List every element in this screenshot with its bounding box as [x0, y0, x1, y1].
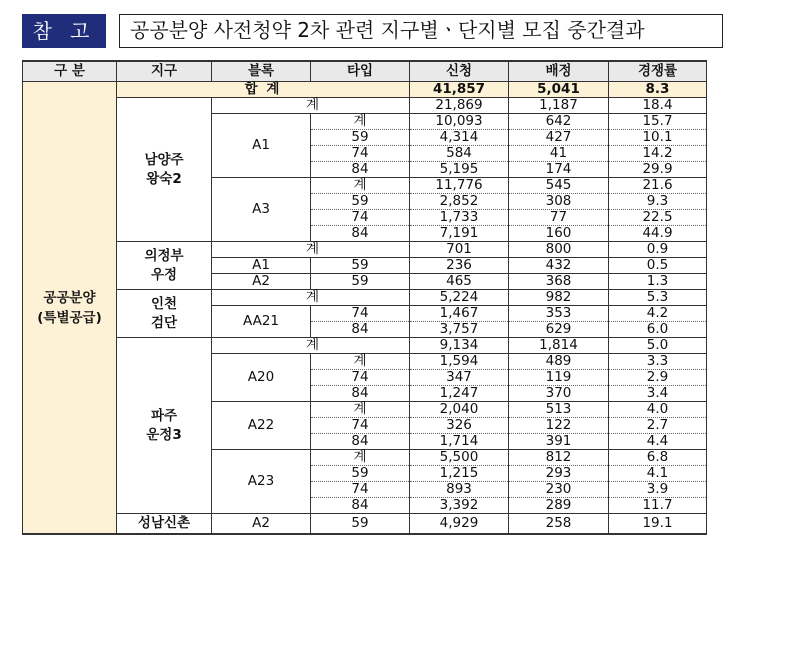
reference-badge: 참 고: [22, 14, 106, 48]
rate-cell: 3.4: [609, 386, 707, 402]
header-district: 지구: [117, 61, 212, 82]
district-subtotal-row: [23, 338, 707, 354]
applied-cell: 701: [410, 242, 509, 258]
rate-cell: 2.7: [609, 418, 707, 434]
rate-cell: 15.7: [609, 114, 707, 130]
subtotal-label: 계: [212, 242, 410, 258]
type-cell: 계: [311, 450, 410, 466]
applied-cell: 21,869: [410, 98, 509, 114]
rate-cell: 6.8: [609, 450, 707, 466]
applied-cell: 10,093: [410, 114, 509, 130]
type-cell: 74: [311, 482, 410, 498]
district-name: 남양주 왕숙2: [117, 98, 212, 242]
allotted-cell: 800: [509, 242, 609, 258]
allotted-cell: 982: [509, 290, 609, 306]
rate-cell: 0.5: [609, 258, 707, 274]
rate-cell: 29.9: [609, 162, 707, 178]
type-cell: 84: [311, 226, 410, 242]
type-cell: 59: [311, 466, 410, 482]
type-cell: 계: [311, 402, 410, 418]
rate-cell: 3.3: [609, 354, 707, 370]
allotted-cell: 230: [509, 482, 609, 498]
allotted-cell: 370: [509, 386, 609, 402]
section-label: 공공분양 (특별공급): [23, 82, 117, 535]
header-type: 타입: [311, 61, 410, 82]
type-cell: 59: [311, 514, 410, 535]
total-allotted: 5,041: [509, 82, 609, 98]
applied-cell: 2,040: [410, 402, 509, 418]
applied-cell: 5,195: [410, 162, 509, 178]
allotted-cell: 289: [509, 498, 609, 514]
applied-cell: 3,392: [410, 498, 509, 514]
applied-cell: 347: [410, 370, 509, 386]
total-row: [23, 82, 707, 98]
rate-cell: 5.0: [609, 338, 707, 354]
block-name: AA21: [212, 306, 311, 338]
allotted-cell: 41: [509, 146, 609, 162]
allotted-cell: 427: [509, 130, 609, 146]
total-rate: 8.3: [609, 82, 707, 98]
rate-cell: 10.1: [609, 130, 707, 146]
rate-cell: 4.4: [609, 434, 707, 450]
district-name: 인천 검단: [117, 290, 212, 338]
header-row: [23, 61, 707, 82]
allotted-cell: 642: [509, 114, 609, 130]
rate-cell: 22.5: [609, 210, 707, 226]
applied-cell: 1,467: [410, 306, 509, 322]
district-subtotal-row: [23, 98, 707, 114]
type-cell: 84: [311, 386, 410, 402]
applied-cell: 893: [410, 482, 509, 498]
type-cell: 59: [311, 130, 410, 146]
district-name: 의정부 우정: [117, 242, 212, 290]
type-cell: 84: [311, 162, 410, 178]
applied-cell: 5,500: [410, 450, 509, 466]
applied-cell: 3,757: [410, 322, 509, 338]
rate-cell: 3.9: [609, 482, 707, 498]
applied-cell: 1,733: [410, 210, 509, 226]
allotted-cell: 368: [509, 274, 609, 290]
type-cell: 84: [311, 434, 410, 450]
district-subtotal-row: [23, 242, 707, 258]
rate-cell: 5.3: [609, 290, 707, 306]
applied-cell: 9,134: [410, 338, 509, 354]
block-name: A20: [212, 354, 311, 402]
type-cell: 59: [311, 274, 410, 290]
type-cell: 59: [311, 194, 410, 210]
applied-cell: 7,191: [410, 226, 509, 242]
rate-cell: 18.4: [609, 98, 707, 114]
allotted-cell: 545: [509, 178, 609, 194]
type-cell: 74: [311, 418, 410, 434]
applied-cell: 11,776: [410, 178, 509, 194]
allotted-cell: 513: [509, 402, 609, 418]
block-name: A22: [212, 402, 311, 450]
allotted-cell: 293: [509, 466, 609, 482]
allotted-cell: 1,814: [509, 338, 609, 354]
applied-cell: 1,215: [410, 466, 509, 482]
applied-cell: 4,929: [410, 514, 509, 535]
header-rate: 경쟁률: [609, 61, 707, 82]
table-row: [23, 514, 707, 535]
header-block: 블록: [212, 61, 311, 82]
rate-cell: 21.6: [609, 178, 707, 194]
type-cell: 74: [311, 146, 410, 162]
type-cell: 59: [311, 258, 410, 274]
district-name: 성남신촌: [117, 514, 212, 535]
header-allotted: 배정: [509, 61, 609, 82]
rate-cell: 9.3: [609, 194, 707, 210]
rate-cell: 0.9: [609, 242, 707, 258]
applied-cell: 1,714: [410, 434, 509, 450]
allotted-cell: 432: [509, 258, 609, 274]
block-name: A23: [212, 450, 311, 514]
applied-cell: 326: [410, 418, 509, 434]
rate-cell: 14.2: [609, 146, 707, 162]
allotted-cell: 1,187: [509, 98, 609, 114]
block-name: A3: [212, 178, 311, 242]
applied-cell: 5,224: [410, 290, 509, 306]
allotted-cell: 122: [509, 418, 609, 434]
allotted-cell: 77: [509, 210, 609, 226]
type-cell: 74: [311, 210, 410, 226]
block-name: A2: [212, 274, 311, 290]
rate-cell: 44.9: [609, 226, 707, 242]
rate-cell: 4.0: [609, 402, 707, 418]
type-cell: 74: [311, 370, 410, 386]
allotted-cell: 160: [509, 226, 609, 242]
subtotal-label: 계: [212, 290, 410, 306]
rate-cell: 2.9: [609, 370, 707, 386]
block-name: A1: [212, 258, 311, 274]
allotted-cell: 629: [509, 322, 609, 338]
applied-cell: 465: [410, 274, 509, 290]
allotted-cell: 119: [509, 370, 609, 386]
total-applied: 41,857: [410, 82, 509, 98]
rate-cell: 11.7: [609, 498, 707, 514]
type-cell: 계: [311, 178, 410, 194]
page-title: 공공분양 사전청약 2차 관련 지구별ㆍ단지별 모집 중간결과: [119, 14, 723, 48]
applied-cell: 584: [410, 146, 509, 162]
rate-cell: 6.0: [609, 322, 707, 338]
allotted-cell: 258: [509, 514, 609, 535]
allotted-cell: 489: [509, 354, 609, 370]
block-name: A2: [212, 514, 311, 535]
rate-cell: 4.1: [609, 466, 707, 482]
header-applied: 신청: [410, 61, 509, 82]
results-table: [22, 60, 707, 535]
block-name: A1: [212, 114, 311, 178]
type-cell: 84: [311, 498, 410, 514]
rate-cell: 4.2: [609, 306, 707, 322]
rate-cell: 1.3: [609, 274, 707, 290]
district-subtotal-row: [23, 290, 707, 306]
allotted-cell: 391: [509, 434, 609, 450]
allotted-cell: 353: [509, 306, 609, 322]
subtotal-label: 계: [212, 98, 410, 114]
allotted-cell: 308: [509, 194, 609, 210]
applied-cell: 1,594: [410, 354, 509, 370]
total-label: 합 계: [117, 82, 410, 98]
applied-cell: 2,852: [410, 194, 509, 210]
allotted-cell: 812: [509, 450, 609, 466]
applied-cell: 236: [410, 258, 509, 274]
allotted-cell: 174: [509, 162, 609, 178]
type-cell: 84: [311, 322, 410, 338]
district-name: 파주 운정3: [117, 338, 212, 514]
applied-cell: 4,314: [410, 130, 509, 146]
header-gubun: 구 분: [23, 61, 117, 82]
rate-cell: 19.1: [609, 514, 707, 535]
type-cell: 계: [311, 114, 410, 130]
subtotal-label: 계: [212, 338, 410, 354]
type-cell: 74: [311, 306, 410, 322]
applied-cell: 1,247: [410, 386, 509, 402]
type-cell: 계: [311, 354, 410, 370]
